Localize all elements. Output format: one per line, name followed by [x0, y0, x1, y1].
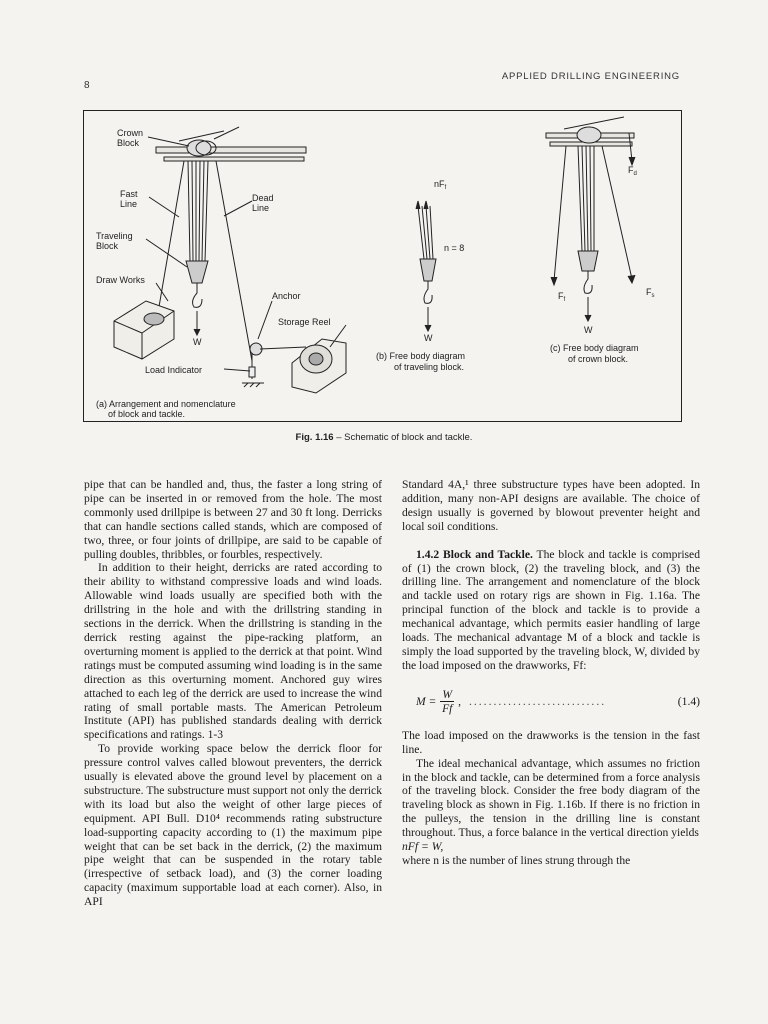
equation-1-4 — [402, 685, 700, 719]
running-header: APPLIED DRILLING ENGINEERING — [501, 71, 680, 82]
section-1-4-2 — [402, 548, 700, 673]
crown-beam-upper — [156, 147, 306, 153]
traveling-block-c — [578, 251, 598, 271]
label-load-indicator: Load Indicator — [145, 365, 203, 375]
label-storage-reel: Storage Reel — [278, 317, 331, 327]
eq1-leader-dots: ............................ — [468, 694, 607, 708]
left-paragraph-2: In addition to their height, derricks are rated according to their ability to withstand compressive loads and wind loads. Allowable wind loads usually are specified both with the drillstring in the hole and with the drillstring standing in sections in the derrick. When the drillstring is standing in the derrick resting against the pipe-racking platform, an overturning moment is applied to the derrick at that point. Wind ratings must be computed assuming wind loading is in the same direction as this overturning moment. Anchored guy wires attached to each leg of the derrick are used to increase the wind rating of small portable masts. The American Petroleum Institute (API) has published standards dealing with derrick specifications and ratings. 1-3 — [84, 561, 382, 742]
figure-caption-text: – Schematic of block and tackle. — [333, 432, 473, 443]
label-n-equals: n = 8 — [444, 243, 465, 253]
section-heading: 1.4.2 Block and Tackle. — [416, 547, 533, 561]
hook — [193, 283, 202, 307]
caption-panel-c-1: (c) Free body diagram — [550, 343, 639, 353]
equation-force-balance: nFf = W, — [402, 840, 444, 854]
label-traveling-block-2: Block — [96, 241, 119, 251]
eq1-fraction — [440, 688, 454, 715]
right-paragraph-3: The load imposed on the drawworks is the tension in the fast line. — [402, 728, 700, 756]
label-weight-a: W — [193, 337, 202, 347]
right-paragraph-4: The ideal mechanical advantage, which assumes no friction in the block and tackle, can be determined from a force analysis of the traveling block. Consider the free body diagram of the traveling block as shown in Fig. 1.16b. If there is no friction in the pulleys, the tension in the drilling line is constant throughout. Thus, a force balance in the vertical direction yields — [402, 756, 700, 840]
left-paragraph-3: To provide working space below the derrick floor for pressure control valves called blowout preventers, the derrick usually is elevated above the ground level by placement on a substructure. The substructure must support not only the derrick with its load but also the weight of other large pieces of equipment. API Bull. D10⁴ recommends rating substructure load-supporting capacity according to (1) the maximum pipe weight that can be set back in the derrick, (2) the maximum pipe weight that can be suspended in the rotary table (irrespective of setback load), and (3) the corner loading capacity (maximum supportable load at each corner). Also, in API — [84, 742, 382, 909]
caption-panel-b-1: (b) Free body diagram — [376, 351, 466, 361]
free-body-traveling-block — [420, 259, 436, 281]
right-paragraph-2: The block and tackle is comprised of (1) the crown block, (2) the traveling block, and (3) the drilling line. The arrangement and nomenclature of the block and tackle used on rotary rigs are shown in Fig. 1.16a. The principal function of the block and tackle is to provide a mechanical advantage, which permits easier handling of large loads. The mechanical advantage M of a block and tackle is simply the load supported by the traveling block, W, divided by the load imposed on the drawworks, Ff: — [402, 547, 700, 672]
figure-frame — [83, 110, 682, 422]
label-dead-line-2: Line — [252, 203, 270, 213]
label-nf: $nF_f$ — [434, 179, 447, 191]
eq1-lhs: M = — [416, 694, 437, 708]
eq1-numerator: W — [442, 688, 453, 702]
left-column — [84, 478, 382, 909]
label-traveling-block-1: Traveling — [96, 231, 133, 241]
figure-caption — [0, 432, 768, 443]
eq1-number: (1.4) — [677, 694, 700, 708]
dead-line — [216, 161, 252, 361]
label-weight-c: W — [584, 325, 593, 335]
eq1-denominator: Ff — [442, 702, 453, 716]
right-paragraph-5: where n is the number of lines strung through the — [402, 853, 631, 867]
label-fd: $F_d$ — [628, 165, 637, 177]
figure-caption-label: Fig. 1.16 — [295, 432, 334, 443]
label-ff: $F_f$ — [558, 291, 566, 303]
label-weight-b: W — [424, 333, 433, 343]
label-crown-block-2: Block — [117, 138, 140, 148]
crown-beam-lower — [164, 157, 304, 161]
load-indicator-gauge — [249, 367, 255, 377]
caption-panel-b-2: of traveling block. — [394, 362, 465, 372]
left-paragraph-1: pipe that can be handled and, thus, the faster a long string of pipe can be inserted in or removed from the hole. The most commonly used drillpipe is between 27 and 30 ft long. Derricks that can handle sections called stands, which are composed of two, three, or four joints of drillpipe, are said to be capable of pulling doubles, thribbles, or fourbles, respectively. — [84, 478, 382, 561]
label-dead-line-1: Dead — [252, 193, 274, 203]
caption-panel-c-2: of crown block. — [568, 354, 629, 364]
traveling-block-body — [186, 261, 208, 283]
right-column — [402, 478, 700, 868]
label-fast-line-2: Line — [120, 199, 138, 209]
draw-works-drum — [114, 301, 174, 359]
eq1-comma: , — [458, 694, 461, 708]
label-crown-block-1: Crown — [117, 128, 144, 138]
label-anchor: Anchor — [272, 291, 301, 301]
right-paragraph-1: Standard 4A,¹ three substructure types have been adopted. In addition, many non-API designs are available. The choice of design usually is governed by blowout preventer height and local soil conditions. — [402, 478, 700, 533]
caption-panel-a-1: (a) Arrangement and nomenclature — [96, 399, 236, 409]
block-and-tackle-figure — [84, 111, 681, 421]
label-fs: $F_s$ — [646, 287, 655, 299]
label-fast-line-1: Fast — [120, 189, 138, 199]
caption-panel-a-2: of block and tackle. — [108, 409, 186, 419]
label-draw-works: Draw Works — [96, 275, 145, 285]
page-number: 8 — [84, 80, 90, 91]
